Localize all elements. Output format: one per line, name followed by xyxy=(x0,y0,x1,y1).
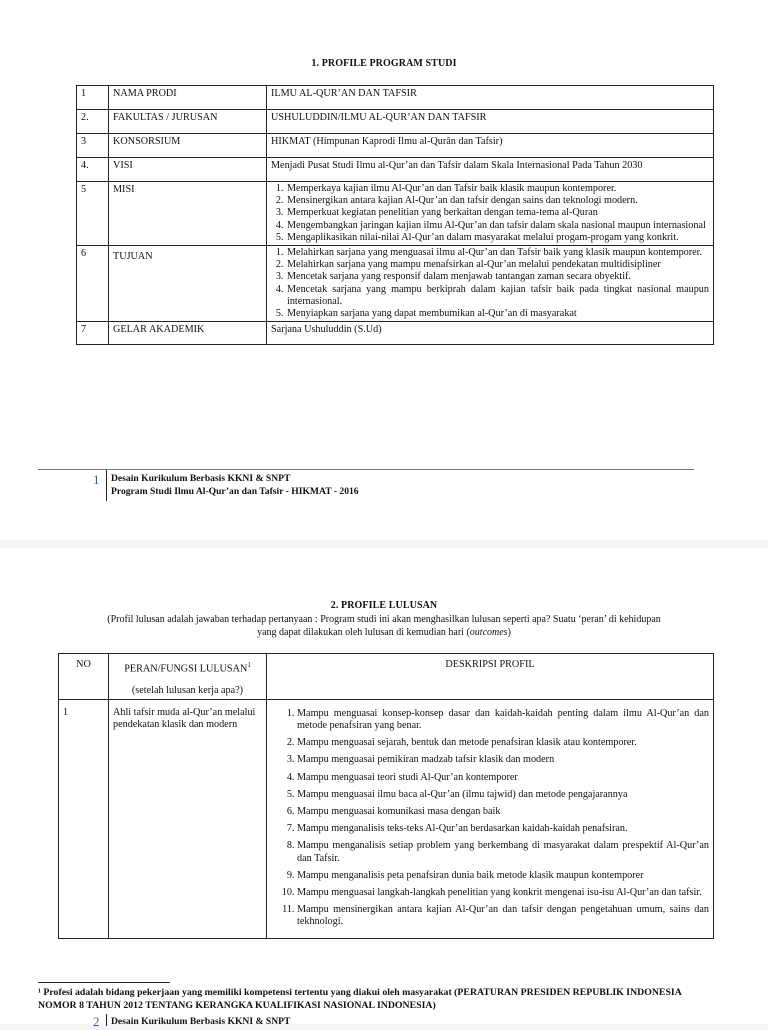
profile-program-table xyxy=(76,85,714,345)
table-row xyxy=(77,158,714,182)
deskripsi-list xyxy=(271,708,709,929)
section-heading-profile-lulusan: 2. PROFILE LULUSAN xyxy=(330,600,438,611)
row-no: 1 xyxy=(59,699,109,938)
document-page-2 xyxy=(0,548,768,1029)
list-item: 2. Mensinergikan antara kajian Al-Qur’an dan tafsir dengan sains dan teknologi modern. xyxy=(286,195,709,207)
page-number-2: 2 xyxy=(93,1014,100,1029)
intro-line-2: yang dapat dilakukan oleh lulusan di kemudian hari (outcomes) xyxy=(257,627,511,638)
list-item: 7. Mampu menganalisis teks-teks Al-Qur’an berdasarkan kaidah-kaidah penafsiran. xyxy=(297,823,709,835)
footer-text xyxy=(111,472,359,498)
row-number: 7 xyxy=(77,322,109,345)
table-row xyxy=(77,86,714,110)
row-label: MISI xyxy=(109,182,267,246)
page-number: 1 xyxy=(93,472,100,487)
row-value: Sarjana Ushuluddin (S.Ud) xyxy=(267,322,714,345)
footnote: ¹ Profesi adalah bidang pekerjaan yang memiliki kompetensi tertentu yang diakui oleh masyarakat (PERATURAN PRESIDEN REPUBLIK INDONESIA NOMOR 8 TAHUN 2012 TENTANG KERANGKA KUALIFIKASI NASIONAL INDONESIA) xyxy=(38,987,682,1011)
list-item: 3. Mencetak sarjana yang responsif dalam menjawab tantangan zaman secara obyektif. xyxy=(286,271,709,283)
list-item: 4. Mengembangkan jaringan kajian ilmu Al-Qur’an dan tafsir dalam skala nasional maupun internasional xyxy=(286,220,709,232)
section-heading-profile-program-studi: 1. PROFILE PROGRAM STUDI xyxy=(311,58,457,69)
footer-line-2: Program Studi Ilmu Al-Qur’an dan Tafsir - HIKMAT - 2016 xyxy=(111,486,359,497)
row-number: 3 xyxy=(77,134,109,158)
row-number: 4. xyxy=(77,158,109,182)
footer-line-1: Desain Kurikulum Berbasis KKNI & SNPT xyxy=(111,473,291,484)
row-list-cell xyxy=(267,246,714,322)
list-item: 1. Memperkaya kajian ilmu Al-Qur’an dan Tafsir baik klasik maupun kontemporer. xyxy=(286,183,709,195)
footer-rule xyxy=(38,469,694,470)
header-peran: PERAN/FUNGSI LULUSAN$^1$ (setelah lulusan kerja apa?) xyxy=(109,654,267,700)
list-item: 4. Mencetak sarjana yang mampu berkiprah dalam kajian tafsir baik pada tingkat nasional maupun internasional. xyxy=(286,284,709,308)
row-label: TUJUAN xyxy=(109,246,267,322)
footer-divider xyxy=(106,470,107,501)
list-item: 11. Mampu mensinergikan antara kajian Al-Qur’an dan tafsir dengan pengetahuan umum, sains dan tekhnologi. xyxy=(297,904,709,928)
table-row xyxy=(77,134,714,158)
row-value: USHULUDDIN/ILMU AL-QUR’AN DAN TAFSIR xyxy=(267,110,714,134)
row-value: ILMU AL-QUR’AN DAN TAFSIR xyxy=(267,86,714,110)
profile-lulusan-intro xyxy=(0,613,768,639)
row-number: 1 xyxy=(77,86,109,110)
list-item: 3. Memperkuat kegiatan penelitian yang berkaitan dengan tema-tema al-Quran xyxy=(286,207,709,219)
row-peran: Ahli tafsir muda al-Qur’an melalui pendekatan klasik dan modern xyxy=(109,699,267,938)
list-item: 9. Mampu menganalisis peta penafsiran dunia baik metode klasik maupun kontemporer xyxy=(297,870,709,882)
table-row-tujuan xyxy=(77,246,714,322)
list-item: 5. Mengaplikasikan nilai-nilai Al-Qur’an dalam masyarakat melalui progam-progam yang konkrit. xyxy=(286,232,709,244)
footer-line-1-page-2: Desain Kurikulum Berbasis KKNI & SNPT xyxy=(111,1016,291,1027)
misi-list xyxy=(271,183,709,244)
profile-lulusan-table xyxy=(58,653,714,939)
list-item: 5. Menyiapkan sarjana yang dapat membumikan al-Qur’an di masyarakat xyxy=(286,308,709,320)
row-label: FAKULTAS / JURUSAN xyxy=(109,110,267,134)
footer-divider-2 xyxy=(106,1014,107,1026)
row-deskripsi xyxy=(267,699,714,938)
footnote-rule xyxy=(38,982,170,983)
list-item: 4. Mampu menguasai teori studi Al-Qur’an kontemporer xyxy=(297,772,709,784)
table-row xyxy=(59,699,714,938)
list-item: 5. Mampu menguasai ilmu baca al-Qur’an (ilmu tajwid) dan metode pengajarannya xyxy=(297,789,709,801)
intro-line-1: (Profil lulusan adalah jawaban terhadap pertanyaan : Program studi ini akan menghasilkan lulusan seperti apa? Suatu ‘peran’ di kehidupan xyxy=(107,614,661,625)
table-row xyxy=(77,110,714,134)
table-row-misi xyxy=(77,182,714,246)
row-label: NAMA PRODI xyxy=(109,86,267,110)
list-item: 8. Mampu menganalisis setiap problem yang berkembang di masyarakat dalam prespektif Al-Qur’an dan Tafsir. xyxy=(297,840,709,864)
row-value: HIKMAT (Himpunan Kaprodi Ilmu al-Qurân dan Tafsir) xyxy=(267,134,714,158)
list-item: 6. Mampu menguasai komunikasi masa dengan baik xyxy=(297,806,709,818)
list-item: 2. Mampu menguasai sejarah, bentuk dan metode penafsiran klasik atau kontemporer. xyxy=(297,737,709,749)
row-number: 6 xyxy=(77,246,109,322)
table-row-gelar xyxy=(77,322,714,345)
header-deskripsi: DESKRIPSI PROFIL xyxy=(267,654,714,700)
list-item: 10. Mampu menguasai langkah-langkah penelitian yang konkrit mengenai isu-isu Al-Qur’an dan tafsir. xyxy=(297,887,709,899)
row-value: Menjadi Pusat Studi Ilmu al-Qur’an dan Tafsir dalam Skala Internasional Pada Tahun 2030 xyxy=(267,158,714,182)
tujuan-list xyxy=(271,247,709,320)
header-peran-subtitle: (setelah lulusan kerja apa?) xyxy=(131,684,244,696)
list-item: 1. Melahirkan sarjana yang menguasai ilmu al-Qur’an dan Tafsir baik yang klasik maupun kontemporer. xyxy=(286,247,709,259)
list-item: 1. Mampu menguasai konsep-konsep dasar dan kaidah-kaidah penting dalam ilmu Al-Qur’an dan metode penafsiran yang benar. xyxy=(297,708,709,732)
row-list-cell xyxy=(267,182,714,246)
row-number: 2. xyxy=(77,110,109,134)
row-label: VISI xyxy=(109,158,267,182)
row-number: 5 xyxy=(77,182,109,246)
row-label: KONSORSIUM xyxy=(109,134,267,158)
list-item: 2. Melahirkan sarjana yang mampu menafsirkan al-Qur’an melalui pendekatan multidisipliner xyxy=(286,259,709,271)
header-no: NO xyxy=(59,654,109,700)
table-header-row xyxy=(59,654,714,700)
row-label: GELAR AKADEMIK xyxy=(109,322,267,345)
list-item: 3. Mampu menguasai pemikiran madzab tafsir klasik dan modern xyxy=(297,754,709,766)
